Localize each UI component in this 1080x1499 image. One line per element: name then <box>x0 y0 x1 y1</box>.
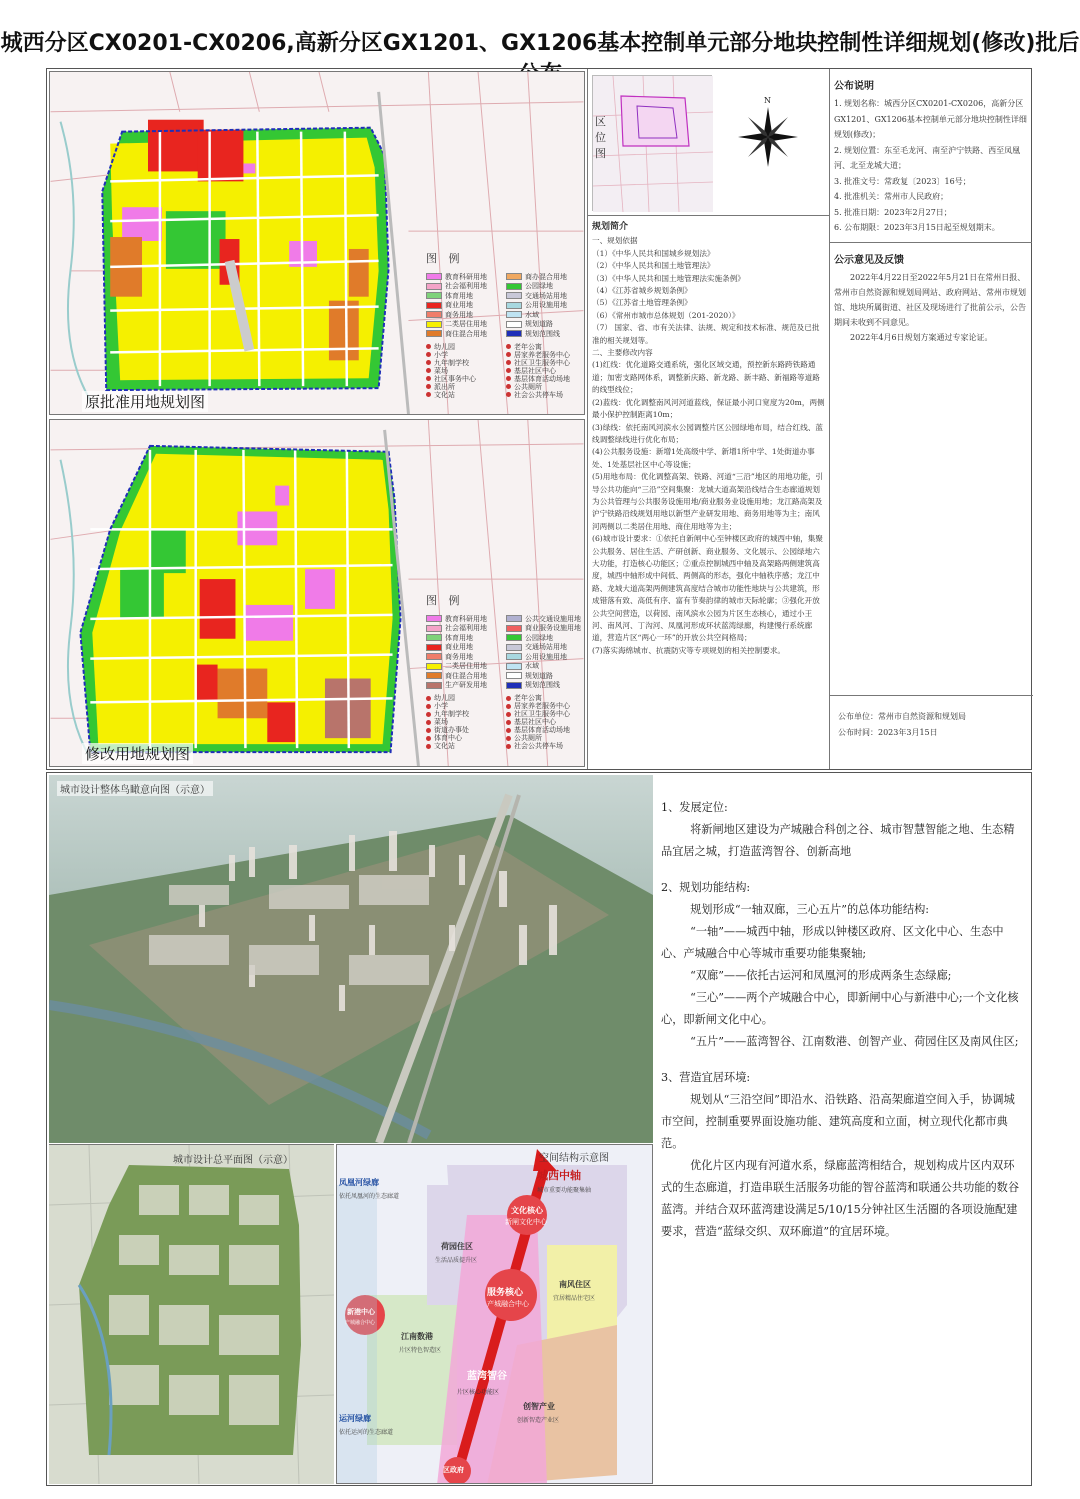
legend-item <box>506 614 585 624</box>
legend-item <box>506 272 585 282</box>
legend-item <box>506 310 585 320</box>
legend-text: 商业服务设施用地 <box>525 624 581 633</box>
aerial-label: 城市设计整体鸟瞰意向图（示意） <box>57 781 213 796</box>
symbol-text: 基层体育活动场地 <box>514 374 570 383</box>
legend-item <box>426 652 506 662</box>
facility-symbol-icon <box>506 736 511 741</box>
legend-row <box>426 662 585 672</box>
legend-swatch <box>426 663 442 670</box>
nanfeng-sub: 宜居精品住宅区 <box>553 1295 596 1302</box>
opinion-item: 2022年4月22日至2022年5月21日在常州日报、常州市自然资源和规划局网站、政府网站、常州市规划馆、地块所属街道、社区及现场进行了批前公示，公告期间未收到不同意见。 <box>834 272 1026 328</box>
original-land-use-map <box>49 71 585 415</box>
legend-item <box>506 661 585 671</box>
service-core-sub: 产城融合中心 <box>487 1300 529 1308</box>
symbol-text: 老年公寓 <box>514 694 542 702</box>
legend-item <box>426 319 506 329</box>
legend-item <box>426 272 506 282</box>
p3-title: 3、营造宜居环境: <box>661 1071 751 1084</box>
symbol-text: 派出所 <box>434 382 455 391</box>
symbol-item <box>506 390 585 400</box>
nanfeng-tag: 南风住区 <box>559 1280 591 1289</box>
legend-swatch <box>506 321 522 328</box>
legend-item <box>426 671 506 681</box>
legend-text: 公园绿地 <box>525 282 553 291</box>
facility-symbol-icon <box>506 376 511 381</box>
legend-row <box>426 301 585 311</box>
legend-row <box>426 671 585 681</box>
facility-symbol-icon <box>426 728 431 733</box>
basis-item: （5）《江苏省土地管理条例》 <box>592 298 692 308</box>
legend-row <box>426 681 585 691</box>
chuangzhi-sub: 创新智造产业区 <box>517 1417 560 1424</box>
notice-list <box>830 96 1032 236</box>
legend-swatch <box>426 283 442 290</box>
page-title: 城西分区CX0201-CX0206,高新分区GX1201、GX1206基本控制单元部分地块控制性详细规划(修改)批后 <box>0 31 1080 56</box>
legend-text: 交通场站用地 <box>525 643 567 652</box>
change-item: (5)用地布局：优化调整高架、铁路、河道“三沿”地区的用地功能，引导公共功能向“三沿”空间集聚：龙城大道高架沿线结合生态廊道规划为公共管理与公共服务设施用地/商业服务业设施用地；龙江路高架及沪宁铁路沿线规划用地以新型产业研发用地、商务用地等为主；南风河两侧以二类居住用地、商住用地等为主； <box>592 472 824 531</box>
facility-symbol-icon <box>506 696 511 701</box>
symbol-row <box>426 391 585 399</box>
legend-text: 公园绿地 <box>525 633 553 642</box>
changes-list <box>592 359 826 657</box>
legend-item <box>426 291 506 301</box>
symbol-text: 社会公共停车场 <box>514 390 563 399</box>
symbol-text: 菜场 <box>434 718 448 726</box>
legend-swatch <box>506 634 522 641</box>
legend-swatch <box>506 273 522 280</box>
facility-symbol-icon <box>426 696 431 701</box>
facility-symbol-icon <box>426 384 431 389</box>
revised-map-label: 修改用地规划图 <box>82 743 193 764</box>
service-core-tag: 服务核心 <box>487 1288 524 1298</box>
legend-swatch <box>506 283 522 290</box>
legend-item <box>426 680 506 690</box>
basis-item: （6）《常州市城市总体规划（201-2020）》 <box>592 310 740 320</box>
changes-title: 二、主要修改内容 <box>592 348 653 358</box>
facility-symbol-icon <box>426 712 431 717</box>
legend-text: 规划道路 <box>525 320 553 329</box>
legend-swatch <box>506 292 522 299</box>
p3-b: 优化片区内现有河道水系，绿廊蓝湾相结合，规划构成片区内双环式的生态廊道，打造串联生活服务功能的智谷蓝湾和联通公共功能的数谷蓝湾。并结合双环蓝湾建设满足5/10/15分钟社区生活圈的各项设施配建要求，营造“蓝绿交织、双环廊道”的宜居环境。 <box>661 1159 1020 1238</box>
heyuan-sub: 生活品质提升区 <box>435 1257 478 1264</box>
opinion-list <box>830 270 1032 346</box>
yunhe-sub: 依托运河的生态廊道 <box>339 1429 394 1436</box>
symbol-text: 九年制学校 <box>434 358 469 367</box>
legend-text: 体育用地 <box>445 633 473 642</box>
legend-text: 商务用地 <box>445 310 473 319</box>
original-legend <box>426 250 585 399</box>
spatial-structure <box>336 1144 653 1484</box>
change-item: (1)红线：优化道路交通系统，强化区域交通，预控新东路跨铁路通道；加密支路网体系，调整新庆路、新龙路、新丰路、新福路等道路的线型线位； <box>592 360 820 395</box>
legend-swatch <box>506 682 522 689</box>
facility-symbol-icon <box>506 712 511 717</box>
notice-item: 6. 公布期限：2023年3月15日起至规划期末。 <box>834 223 1000 232</box>
legend-text: 商务用地 <box>445 652 473 661</box>
legend-swatch <box>506 615 522 622</box>
facility-symbol-icon <box>426 720 431 725</box>
basis-item: （7） 国家、省、市有关法律、法规、规定和技术标准、规范及已批准的相关规划等。 <box>592 323 820 345</box>
legend-title-revised: 图 例 <box>426 594 464 607</box>
master-plan-image <box>49 1145 334 1484</box>
p2-d: “三心”——两个产城融合中心，即新闸中心与新港中心;一个文化核心，即新闸文化中心。 <box>661 991 1019 1026</box>
symbol-text: 幼儿园 <box>434 342 455 351</box>
symbol-list-revised <box>426 694 585 750</box>
legend-text: 交通场站用地 <box>525 291 567 300</box>
publish-time: 公布时间：2023年3月15日 <box>838 728 938 737</box>
legend-text: 教育科研用地 <box>445 272 487 281</box>
facility-symbol-icon <box>426 352 431 357</box>
symbol-item <box>426 390 506 400</box>
legend-text: 水域 <box>525 310 539 319</box>
legend-row <box>426 291 585 301</box>
legend-text: 生产研发用地 <box>445 681 487 690</box>
lanwan-sub: 片区核心功能区 <box>457 1389 500 1396</box>
right-column <box>829 69 1032 769</box>
notice-item: 4. 批准机关：常州市人民政府； <box>834 192 949 201</box>
legend-swatch <box>426 672 442 679</box>
legend-swatch <box>426 330 442 337</box>
legend-text: 规划道路 <box>525 671 553 680</box>
symbol-text: 街道办事处 <box>434 726 469 734</box>
notice-item: 3. 批准文号：常政复〔2023〕16号； <box>834 176 971 186</box>
symbol-text: 基层社区中心 <box>514 366 556 375</box>
change-item: (6)城市设计要求：①依托自新闸中心至钟楼区政府的城西中轴，集聚公共服务、居住生活、产研创新、商业服务、文化展示、公园绿地六大功能，打造核心功能区；②重点控制城西中轴及高架路两侧建筑高度，城西中轴形成中间低、两侧高的形态，强化中轴秩序感；龙江中路、龙城大道高架两侧建筑高度结合城市功能性地块与公共建筑，形成错落有致、高低有序、富有节奏韵律的城市天际轮廓；③强化开放公共空间营造，以荷园、南风滨水公园为片区生态核心，通过小王河、南风河、丁沟河、凤凰河形成环状蓝湾绿廊，构建慢行系统廊道，营造片区“两心一环”的开放公共空间格局； <box>592 534 823 643</box>
facility-symbol-icon <box>506 368 511 373</box>
legend-row <box>426 272 585 282</box>
legend-list <box>426 272 585 339</box>
legend-item <box>426 633 506 643</box>
legend-swatch <box>426 321 442 328</box>
legend-item <box>426 642 506 652</box>
symbol-text: 菜场 <box>434 366 448 375</box>
jiangnan-sub: 片区特色智造区 <box>399 1347 442 1354</box>
opinion-heading: 公示意见及反馈 <box>834 254 904 266</box>
legend-item <box>426 623 506 633</box>
legend-text: 公共交通设施用地 <box>525 614 581 623</box>
legend-text: 教育科研用地 <box>445 614 487 623</box>
symbol-text: 幼儿园 <box>434 694 455 702</box>
facility-symbol-icon <box>426 704 431 709</box>
legend-swatch <box>426 634 442 641</box>
location-map-label: 区位图 <box>595 115 606 160</box>
culture-core-tag: 文化核心 <box>511 1206 543 1215</box>
legend-swatch <box>506 625 522 632</box>
north-arrow-icon <box>728 93 808 173</box>
symbol-text: 居家养老服务中心 <box>514 702 570 710</box>
legend-swatch <box>506 663 522 670</box>
basis-item: （2）《中华人民共和国土地管理法》 <box>592 261 715 271</box>
legend-row <box>426 310 585 320</box>
basis-item: （1）《中华人民共和国城乡规划法》 <box>592 248 715 258</box>
legend-swatch <box>506 653 522 660</box>
change-item: (7)落实海绵城市、抗震防灾等专项规划的相关控制要求。 <box>592 645 786 655</box>
notice-item: 5. 批准日期：2023年2月27日； <box>834 207 952 217</box>
symbol-text: 社区卫生服务中心 <box>514 710 570 718</box>
legend-item <box>506 680 585 690</box>
revised-land-use-map <box>49 419 585 767</box>
legend-text: 水域 <box>525 662 539 671</box>
facility-symbol-icon <box>506 744 511 749</box>
facility-symbol-icon <box>506 344 511 349</box>
design-description <box>661 797 1021 1243</box>
legend-text: 商办混合用地 <box>525 272 567 281</box>
legend-item <box>426 661 506 671</box>
symbol-text: 老年公寓 <box>514 342 542 351</box>
change-item: (2)蓝线：优化调整南风河河道蓝线，保证最小河口宽度为20m，两侧最小保护控制距离10m； <box>592 397 825 420</box>
facility-symbol-icon <box>426 344 431 349</box>
symbol-text: 社区事务中心 <box>434 374 476 383</box>
legend-swatch <box>506 644 522 651</box>
legend-item <box>426 329 506 339</box>
basis-item: （4）《江苏省城乡规划条例》 <box>592 286 692 296</box>
facility-symbol-icon <box>506 720 511 725</box>
facility-symbol-icon <box>506 704 511 709</box>
legend-text: 二类居住用地 <box>445 662 487 671</box>
facility-symbol-icon <box>506 360 511 365</box>
symbol-text: 社会公共停车场 <box>514 742 563 750</box>
symbol-text: 居家养老服务中心 <box>514 350 570 359</box>
legend-swatch <box>426 615 442 622</box>
legend-text: 公用设施用地 <box>525 652 567 661</box>
xingang-sub: 产城融合中心 <box>345 1320 376 1326</box>
upper-frame <box>46 68 1032 770</box>
notice-heading: 公布说明 <box>834 81 874 92</box>
north-label: N <box>764 96 771 105</box>
legend-row <box>426 282 585 292</box>
legend-item <box>506 281 585 291</box>
facility-symbol-icon <box>506 384 511 389</box>
facility-symbol-icon <box>426 376 431 381</box>
legend-item <box>506 319 585 329</box>
legend-item <box>426 310 506 320</box>
legend-item <box>426 614 506 624</box>
legend-item <box>506 300 585 310</box>
gov-tag: 区政府 <box>443 1466 464 1474</box>
symbol-text: 体育中心 <box>434 734 462 742</box>
legend-item <box>426 281 506 291</box>
structure-label: 空间结构示意图 <box>539 1153 609 1164</box>
facility-symbol-icon <box>426 360 431 365</box>
legend-text: 二类居住用地 <box>445 320 487 329</box>
lower-frame <box>46 772 1032 1486</box>
legend-swatch <box>426 653 442 660</box>
legend-row <box>426 329 585 339</box>
legend-swatch <box>506 302 522 309</box>
legend-text: 商住混合用地 <box>445 671 487 680</box>
legend-item <box>506 291 585 301</box>
legend-item <box>506 642 585 652</box>
symbol-text: 小学 <box>434 350 448 359</box>
symbol-text: 社区卫生服务中心 <box>514 358 570 367</box>
basis-item: （3）《中华人民共和国土地管理法实施条例》 <box>592 273 745 283</box>
basis-list <box>592 248 826 347</box>
facility-symbol-icon <box>426 368 431 373</box>
legend-text: 规划范围线 <box>525 681 560 690</box>
jiangnan-tag: 江南数港 <box>401 1332 433 1341</box>
legend-text: 商业用地 <box>445 643 473 652</box>
legend-swatch <box>426 682 442 689</box>
opinion-item: 2022年4月6日规划方案通过专家论证。 <box>850 333 993 343</box>
p2-b: “一轴”——城西中轴，形成以钟楼区政府、区文化中心、生态中心、产城融合中心等城市重要功能集聚轴; <box>661 925 1004 960</box>
legend-item <box>506 623 585 633</box>
legend-text: 商业用地 <box>445 301 473 310</box>
symbol-text: 公共厕所 <box>514 734 542 742</box>
facility-symbol-icon <box>506 728 511 733</box>
legend-item <box>506 329 585 339</box>
master-plan-label: 城市设计总平面图（示意） <box>173 1155 293 1166</box>
facility-symbol-icon <box>426 744 431 749</box>
location-map <box>592 75 712 211</box>
facility-symbol-icon <box>426 736 431 741</box>
original-map-label: 原批准用地规划图 <box>82 391 208 412</box>
symbol-text: 文化站 <box>434 742 455 750</box>
legend-row <box>426 320 585 330</box>
aerial-image <box>49 775 653 1143</box>
symbol-list <box>426 343 585 399</box>
legend-list-revised <box>426 614 585 690</box>
publish-unit: 公布单位：常州市自然资源和规划局 <box>838 712 966 721</box>
legend-text: 体育用地 <box>445 291 473 300</box>
legend-row <box>426 652 585 662</box>
legend-item <box>506 671 585 681</box>
legend-item <box>506 633 585 643</box>
symbol-text: 基层社区中心 <box>514 718 556 726</box>
lanwan-tag: 蓝湾智谷 <box>467 1371 507 1382</box>
legend-swatch <box>426 625 442 632</box>
legend-text: 社会福利用地 <box>445 282 487 291</box>
legend-swatch <box>426 311 442 318</box>
axis-sub: 城市重要功能聚集轴 <box>537 1187 592 1194</box>
legend-title: 图 例 <box>426 252 464 265</box>
legend-text: 商住混合用地 <box>445 329 487 338</box>
symbol-text: 九年制学校 <box>434 710 469 718</box>
master-plan <box>49 1144 334 1484</box>
legend-swatch <box>506 330 522 337</box>
notice-item: 2. 规划位置：东至毛龙河、南至沪宁铁路、西至凤凰河、北至龙城大道； <box>834 145 1021 170</box>
legend-row <box>426 614 585 624</box>
notice-item: 1. 规划名称：城西分区CX0201-CX0206，高新分区GX1201、GX1206基本控制单元部分地块控制性详细规划(修改)； <box>834 99 1027 139</box>
symbol-row <box>426 742 585 750</box>
facility-symbol-icon <box>506 352 511 357</box>
heyuan-tag: 荷园住区 <box>441 1242 473 1251</box>
xingang-tag: 新港中心 <box>347 1308 375 1316</box>
legend-row <box>426 633 585 643</box>
axis-tag: 城西中轴 <box>537 1169 581 1182</box>
middle-column <box>587 69 829 769</box>
facility-symbol-icon <box>426 392 431 397</box>
legend-row <box>426 624 585 634</box>
legend-row <box>426 643 585 653</box>
aerial-view <box>49 775 653 1143</box>
culture-core-sub: 新闸文化中心 <box>505 1218 547 1226</box>
legend-text: 社会福利用地 <box>445 624 487 633</box>
planning-intro <box>592 221 826 657</box>
chuangzhi-tag: 创智产业 <box>523 1402 555 1411</box>
fenghuang-sub: 依托凤凰河的生态廊道 <box>339 1193 400 1200</box>
symbol-text: 小学 <box>434 702 448 710</box>
legend-text: 公用设施用地 <box>525 301 567 310</box>
change-item: (4)公共服务设施：新增1处高级中学、新增1所中学、1处街道办事处、1处基层社区中心等设施； <box>592 447 815 469</box>
symbol-text: 公共厕所 <box>514 382 542 391</box>
basis-title: 一、规划依据 <box>592 236 638 246</box>
legend-swatch <box>506 672 522 679</box>
legend-swatch <box>426 292 442 299</box>
p2-title: 2、规划功能结构: <box>661 881 751 894</box>
legend-text: 规划范围线 <box>525 329 560 338</box>
revised-legend <box>426 592 585 750</box>
legend-swatch <box>426 273 442 280</box>
yunhe-tag: 运河绿廊 <box>339 1414 371 1423</box>
legend-swatch <box>426 644 442 651</box>
legend-swatch <box>426 302 442 309</box>
p2-c: “双廊”——依托古运河和凤凰河的形成两条生态绿廊; <box>690 969 952 982</box>
p1-title: 1、发展定位: <box>661 801 728 814</box>
symbol-text: 文化站 <box>434 390 455 399</box>
publish-info <box>838 709 966 741</box>
facility-symbol-icon <box>506 392 511 397</box>
p2-e: “五片”——蓝湾智谷、江南数港、创智产业、荷园住区及南风住区; <box>690 1035 1019 1048</box>
location-map-graphic <box>593 76 713 212</box>
symbol-item <box>506 741 585 751</box>
fenghuang-tag: 凤凰河绿廊 <box>339 1178 379 1187</box>
symbol-text: 基层体育活动场地 <box>514 726 570 734</box>
p3-a: 规划从“三沿空间”即沿水、沿铁路、沿高架廊道空间入手，协调城市空间，控制重要界面设施功能、建筑高度和立面，树立现代化都市典范。 <box>661 1093 1015 1150</box>
legend-item <box>506 652 585 662</box>
p1-text: 将新闸地区建设为产城融合科创之谷、城市智慧智能之地、生态精品宜居之城，打造蓝湾智谷、创新高地 <box>661 823 1015 858</box>
p2-a: 规划形成“一轴双廊，三心五片”的总体功能结构: <box>690 903 930 916</box>
legend-item <box>426 300 506 310</box>
legend-swatch <box>506 311 522 318</box>
symbol-item <box>426 741 506 751</box>
change-item: (3)绿线：依托南风河滨水公园调整片区公园绿地布局，结合红线、蓝线调整绿线进行优化布局； <box>592 422 823 444</box>
intro-heading: 规划简介 <box>592 222 629 232</box>
